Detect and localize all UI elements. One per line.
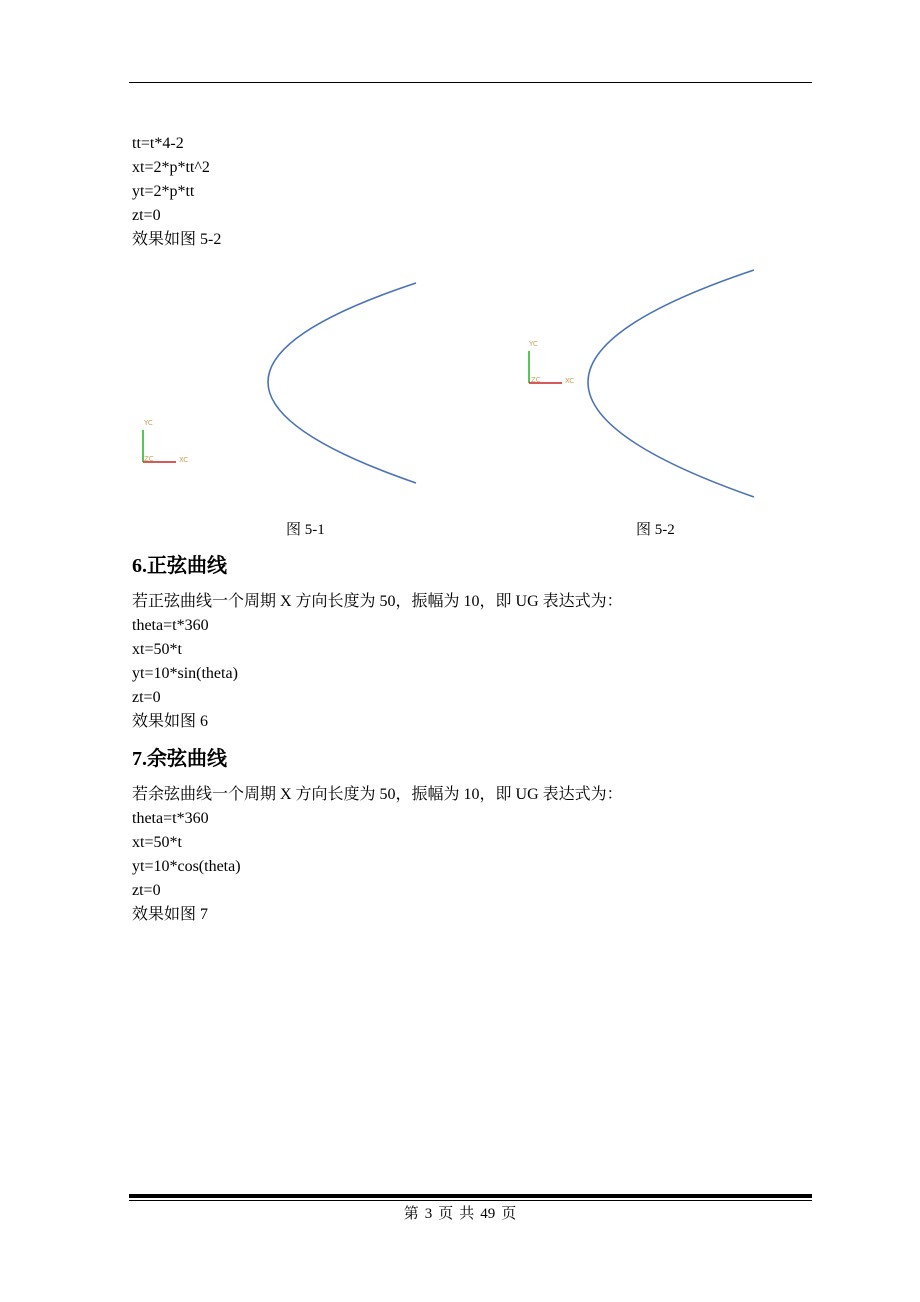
section-6-effect: 效果如图 6 (132, 713, 209, 730)
footer-ye: 页 (438, 1206, 454, 1222)
code-line-zt: zt=0 (132, 207, 161, 224)
xc-label: XC (179, 456, 189, 464)
page-number (0, 1204, 920, 1224)
code-line-xt: xt=2*p*tt^2 (132, 159, 210, 176)
figure-5-2-caption: 图 5-2 (636, 522, 675, 538)
footer-total-pages: 49 (480, 1206, 496, 1222)
header-rule (129, 82, 812, 83)
zc-label: ZC (144, 455, 154, 463)
section-6-line-zt: zt=0 (132, 689, 161, 706)
footer-di: 第 (403, 1206, 419, 1222)
yc-label: YC (529, 340, 538, 348)
figure-5-2 (522, 262, 762, 502)
section-7-line-yt: yt=10*cos(theta) (132, 858, 241, 875)
figure-5-1-caption: 图 5-1 (286, 522, 325, 538)
section-6-title: 6.正弦曲线 (132, 555, 227, 577)
parabola-curve (268, 283, 416, 483)
code-line-tt: tt=t*4-2 (132, 135, 184, 152)
section-6-line-yt: yt=10*sin(theta) (132, 665, 238, 682)
figure-5-1 (130, 275, 430, 500)
section-6-line-xt: xt=50*t (132, 641, 182, 658)
code-line-yt: yt=2*p*tt (132, 183, 195, 200)
yc-label: YC (144, 419, 153, 427)
section-6-line-theta: theta=t*360 (132, 617, 209, 634)
footer-current-page: 3 (424, 1206, 433, 1222)
section-7-effect: 效果如图 7 (132, 906, 209, 923)
zc-label: ZC (531, 376, 541, 384)
xc-label: XC (565, 377, 575, 385)
section-7-intro: 若余弦曲线一个周期 X 方向长度为 50，振幅为 10，即 UG 表达式为： (132, 786, 623, 803)
effect-note: 效果如图 5-2 (132, 231, 222, 248)
footer-rule-thin (129, 1200, 812, 1201)
section-7-line-xt: xt=50*t (132, 834, 182, 851)
section-7-line-theta: theta=t*360 (132, 810, 209, 827)
footer-rule-thick (129, 1194, 812, 1198)
parabola-curve (588, 270, 754, 497)
footer-gong: 共 (459, 1206, 475, 1222)
footer-ye-2: 页 (501, 1206, 517, 1222)
section-6-intro: 若正弦曲线一个周期 X 方向长度为 50，振幅为 10，即 UG 表达式为： (132, 593, 623, 610)
section-7-title: 7.余弦曲线 (132, 748, 227, 770)
section-7-line-zt: zt=0 (132, 882, 161, 899)
